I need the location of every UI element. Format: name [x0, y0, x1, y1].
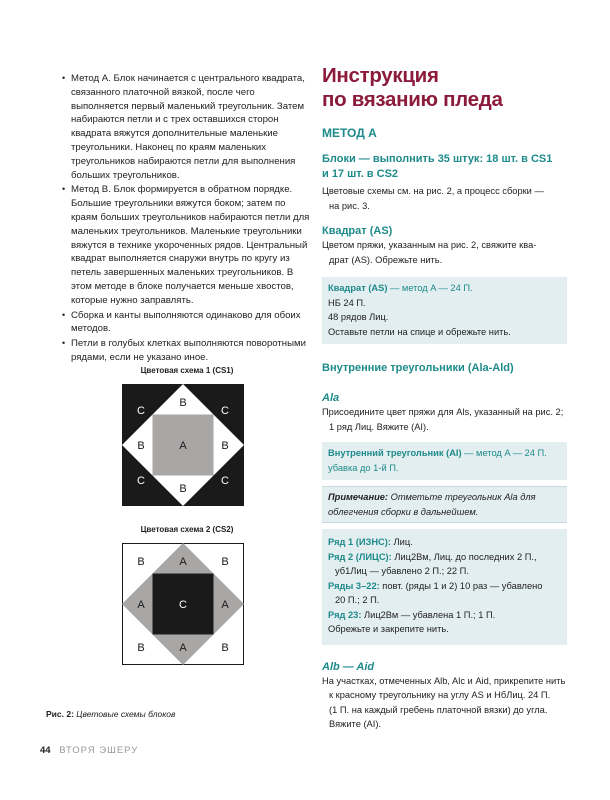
- square-box-title: [328, 281, 561, 296]
- inner-box-title-line-2: убавка до 1-й П.: [328, 462, 399, 473]
- left-column: [62, 72, 312, 366]
- blocks-text-line-1: Цветовые схемы см. на рис. 2, а процесс сборки —: [322, 186, 544, 196]
- inner-box-title-bold: Внутренний треугольник (AI): [328, 448, 462, 458]
- note-label: Примечание:: [328, 492, 389, 502]
- label-bm: A: [179, 642, 187, 654]
- square-text: [322, 238, 567, 267]
- figure-caption: [46, 709, 175, 719]
- square-pattern-box: [322, 277, 567, 344]
- label-bl: C: [137, 475, 145, 487]
- row-1-label: Ряд 1 (ИЗНС):: [328, 537, 391, 547]
- note-line-2: облегчения сборки в дальнейшем.: [328, 506, 479, 517]
- bullet-assembly: • Сборка и канты выполняются одинаково для обоих методов.: [62, 309, 312, 337]
- alb-heading: Alb — Aid: [322, 660, 375, 673]
- label-center: A: [179, 440, 187, 452]
- bullet-method-b: • Метод В. Блок формируется в обратном порядке. Большие треугольники вяжутся боком; затем по краям больших треугольников набираются петли для маленьких треугольников. Маленькие треугольники вяжутся в технике укороченных рядов. Центральный квадрат выполняется снаружи внутрь по кругу из петель завершенных маленьких треугольников. В этом методе в блоке получается меньше хвостов, которые нужно заправлять.: [62, 183, 312, 307]
- scheme-2-graphic: [122, 543, 244, 665]
- alb-line-1: На участках, отмеченных Alb, Alc и Aid, прикрепите нить: [322, 675, 566, 686]
- row-4-text: Лиц2Вм — убавлена 1 П.; 1 П.: [361, 609, 496, 620]
- scheme-1-graphic: [122, 384, 244, 506]
- method-bullet-list: [62, 72, 312, 365]
- diagram-2-caption: Цветовая схема 2 (CS2): [140, 525, 234, 534]
- ala-text: [322, 405, 567, 434]
- row-1-text: Лиц.: [390, 537, 413, 547]
- label-ml: A: [137, 599, 145, 611]
- blocks-heading-line-2: и 17 шт. в CS2: [322, 168, 399, 180]
- row-3: [328, 579, 561, 594]
- ala-text-line-2: 1 ряд Лиц. Вяжите (AI).: [329, 421, 429, 432]
- label-tm: B: [179, 397, 187, 409]
- row-2-text: Лиц2Вм, Лиц. до последних 2 П.,: [391, 551, 537, 562]
- label-tr: B: [221, 556, 229, 568]
- row-1: [328, 535, 561, 550]
- inner-box-title: [328, 446, 561, 461]
- row-2: [328, 550, 561, 565]
- ala-heading: Ala: [322, 392, 340, 404]
- title-line-1: Инструкция: [322, 64, 439, 87]
- square-box-title-bold: Квадрат (AS): [328, 283, 388, 293]
- row-2-label: Ряд 2 (ЛИЦС):: [328, 551, 392, 562]
- row-3-cont: 20 П.; 2 П.: [335, 595, 380, 605]
- right-column: [322, 64, 567, 732]
- rows-box: [322, 529, 567, 645]
- blocks-heading: [322, 152, 567, 182]
- label-tl: B: [137, 556, 145, 568]
- blocks-text: [322, 184, 567, 213]
- label-mr: A: [221, 599, 229, 611]
- label-br: B: [221, 642, 229, 654]
- page-title: [322, 64, 567, 112]
- alb-line-3: (1 П. на каждый гребень платочной вязки) до угла.: [329, 704, 548, 715]
- row-4: [328, 608, 561, 623]
- book-title: ВТОРЯ ЭШЕРУ: [59, 745, 139, 756]
- color-scheme-1-diagram: [62, 366, 312, 506]
- label-tl: C: [137, 405, 145, 417]
- figure-caption-text: Цветовые схемы блоков: [76, 709, 176, 719]
- square-box-line-1: НБ 24 П.: [328, 297, 366, 308]
- color-scheme-2-diagram: [62, 525, 312, 665]
- blocks-text-line-2: на рис. 3.: [329, 200, 370, 211]
- title-line-2: по вязанию пледа: [322, 88, 503, 111]
- ala-text-line-1: Присоедините цвет пряжи для Als, указанный на рис. 2;: [322, 407, 564, 417]
- label-mr: B: [221, 440, 229, 452]
- row-2-cont: уб1Лиц — убавлено 2 П.; 22 П.: [335, 566, 469, 576]
- page-footer: [40, 745, 138, 756]
- alb-line-4: Вяжите (AI).: [329, 719, 382, 729]
- alb-text: [322, 674, 567, 732]
- page-number: 44: [40, 745, 51, 756]
- note-line-1: [328, 490, 561, 505]
- square-text-line-2: драт (AS). Обрежьте нить.: [329, 254, 443, 265]
- square-box-line-2: 48 рядов Лиц.: [328, 312, 389, 322]
- row-finish: Обрежьте и закрепите нить.: [328, 624, 449, 634]
- row-4-label: Ряд 23:: [328, 609, 362, 620]
- label-tm: A: [179, 556, 187, 568]
- bullet-blue-cells: • Петли в голубых клетках выполняются поворотными рядами, если не указано иное.: [62, 337, 312, 365]
- figure-caption-label: Рис. 2:: [46, 709, 74, 719]
- note-text-1: Отметьте треугольник Ala для: [388, 492, 536, 502]
- row-3-label: Ряды 3–22:: [328, 580, 380, 591]
- square-heading: Квадрат (AS): [322, 225, 393, 237]
- note-box: [322, 486, 567, 523]
- bullet-method-a: • Метод А. Блок начинается с центрального квадрата, связанного платочной вязкой, после чего выполняется первый маленький треугольник. Затем набираются петли и с трех оставшихся сторон квадрата вяжутся дополнительные маленькие треугольники. Наконец по краям маленьких треугольников набираются петли для выполнения больших треугольников.: [62, 72, 312, 182]
- diagram-1-caption: Цветовая схема 1 (CS1): [140, 366, 234, 375]
- method-heading: МЕТОД А: [322, 126, 377, 140]
- label-center: C: [179, 599, 187, 611]
- label-tr: C: [221, 405, 229, 417]
- inner-triangle-box: [322, 442, 567, 480]
- inner-triangles-heading: Внутренние треугольники (Ala-Ald): [322, 362, 514, 374]
- label-bl: B: [137, 642, 145, 654]
- label-bm: B: [179, 483, 187, 495]
- square-box-line-3: Оставьте петли на спице и обрежьте нить.: [328, 326, 511, 337]
- row-3-text: повт. (ряды 1 и 2) 10 раз — убавлено: [379, 580, 543, 591]
- blocks-heading-line-1: Блоки — выполнить 35 штук: 18 шт. в CS1: [322, 153, 553, 165]
- label-br: C: [221, 475, 229, 487]
- square-box-title-rest: — метод A — 24 П.: [387, 283, 473, 293]
- inner-box-title-rest: — метод A — 24 П.: [461, 448, 547, 458]
- label-ml: B: [137, 440, 145, 452]
- square-text-line-1: Цветом пряжи, указанным на рис. 2, свяжите ква-: [322, 240, 537, 250]
- alb-line-2: к красному треугольнику на углу AS и НбЛиц. 24 П.: [329, 690, 551, 700]
